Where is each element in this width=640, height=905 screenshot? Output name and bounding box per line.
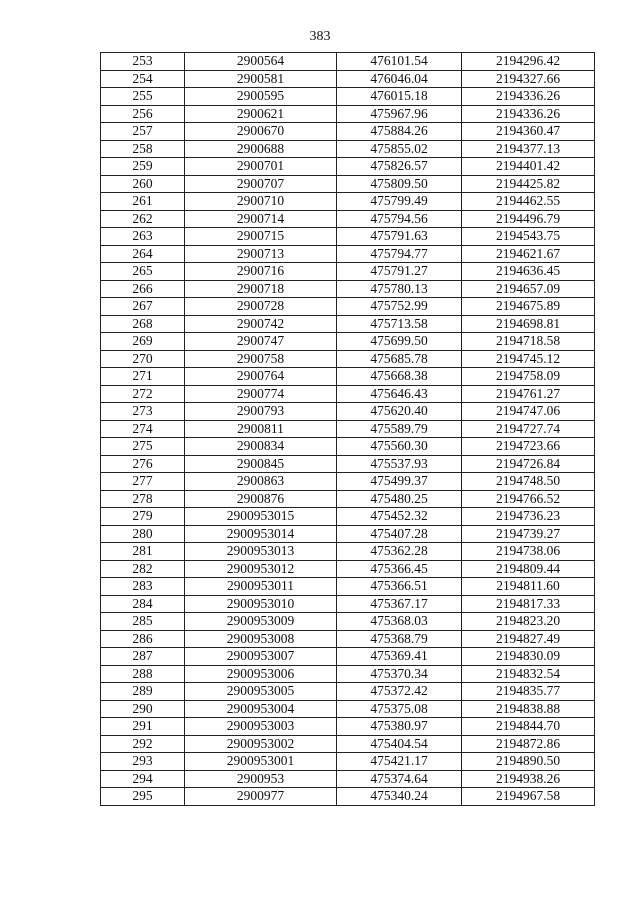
- table-row: [101, 543, 595, 561]
- y-coordinate-cell: 2194835.77: [462, 683, 595, 701]
- point-id-cell: 2900834: [185, 438, 337, 456]
- row-number-cell: 295: [101, 788, 185, 806]
- y-coordinate-cell: 2194830.09: [462, 648, 595, 666]
- point-id-cell: 2900581: [185, 70, 337, 88]
- x-coordinate-cell: 475380.97: [337, 718, 462, 736]
- coordinates-table: [100, 52, 595, 806]
- table-row: [101, 193, 595, 211]
- x-coordinate-cell: 475685.78: [337, 350, 462, 368]
- x-coordinate-cell: 475369.41: [337, 648, 462, 666]
- row-number-cell: 291: [101, 718, 185, 736]
- row-number-cell: 282: [101, 560, 185, 578]
- point-id-cell: 2900688: [185, 140, 337, 158]
- x-coordinate-cell: 475791.27: [337, 263, 462, 281]
- x-coordinate-cell: 475620.40: [337, 403, 462, 421]
- table-row: [101, 560, 595, 578]
- y-coordinate-cell: 2194967.58: [462, 788, 595, 806]
- row-number-cell: 257: [101, 123, 185, 141]
- x-coordinate-cell: 475668.38: [337, 368, 462, 386]
- table-row: [101, 788, 595, 806]
- x-coordinate-cell: 475374.64: [337, 770, 462, 788]
- x-coordinate-cell: 476046.04: [337, 70, 462, 88]
- y-coordinate-cell: 2194747.06: [462, 403, 595, 421]
- row-number-cell: 278: [101, 490, 185, 508]
- table-row: [101, 508, 595, 526]
- point-id-cell: 2900564: [185, 53, 337, 71]
- y-coordinate-cell: 2194739.27: [462, 525, 595, 543]
- table-row: [101, 420, 595, 438]
- y-coordinate-cell: 2194401.42: [462, 158, 595, 176]
- y-coordinate-cell: 2194657.09: [462, 280, 595, 298]
- table-row: [101, 718, 595, 736]
- table-row: [101, 438, 595, 456]
- table-row: [101, 490, 595, 508]
- row-number-cell: 256: [101, 105, 185, 123]
- table-row: [101, 595, 595, 613]
- row-number-cell: 284: [101, 595, 185, 613]
- row-number-cell: 294: [101, 770, 185, 788]
- table-row: [101, 403, 595, 421]
- row-number-cell: 290: [101, 700, 185, 718]
- table-row: [101, 350, 595, 368]
- point-id-cell: 2900953004: [185, 700, 337, 718]
- x-coordinate-cell: 475794.56: [337, 210, 462, 228]
- table-row: [101, 665, 595, 683]
- table-row: [101, 245, 595, 263]
- y-coordinate-cell: 2194872.86: [462, 735, 595, 753]
- point-id-cell: 2900953003: [185, 718, 337, 736]
- table-row: [101, 228, 595, 246]
- table-row: [101, 753, 595, 771]
- x-coordinate-cell: 475407.28: [337, 525, 462, 543]
- y-coordinate-cell: 2194817.33: [462, 595, 595, 613]
- y-coordinate-cell: 2194890.50: [462, 753, 595, 771]
- table-row: [101, 648, 595, 666]
- table-row: [101, 630, 595, 648]
- row-number-cell: 287: [101, 648, 185, 666]
- x-coordinate-cell: 475375.08: [337, 700, 462, 718]
- x-coordinate-cell: 475499.37: [337, 473, 462, 491]
- point-id-cell: 2900953001: [185, 753, 337, 771]
- row-number-cell: 263: [101, 228, 185, 246]
- row-number-cell: 285: [101, 613, 185, 631]
- y-coordinate-cell: 2194675.89: [462, 298, 595, 316]
- table-row: [101, 175, 595, 193]
- table-row: [101, 525, 595, 543]
- y-coordinate-cell: 2194336.26: [462, 105, 595, 123]
- row-number-cell: 275: [101, 438, 185, 456]
- x-coordinate-cell: 475421.17: [337, 753, 462, 771]
- x-coordinate-cell: 475713.58: [337, 315, 462, 333]
- point-id-cell: 2900713: [185, 245, 337, 263]
- y-coordinate-cell: 2194727.74: [462, 420, 595, 438]
- x-coordinate-cell: 475480.25: [337, 490, 462, 508]
- point-id-cell: 2900953: [185, 770, 337, 788]
- point-id-cell: 2900718: [185, 280, 337, 298]
- point-id-cell: 2900953006: [185, 665, 337, 683]
- x-coordinate-cell: 475366.45: [337, 560, 462, 578]
- row-number-cell: 269: [101, 333, 185, 351]
- y-coordinate-cell: 2194827.49: [462, 630, 595, 648]
- table-row: [101, 613, 595, 631]
- point-id-cell: 2900714: [185, 210, 337, 228]
- y-coordinate-cell: 2194462.55: [462, 193, 595, 211]
- y-coordinate-cell: 2194698.81: [462, 315, 595, 333]
- table-row: [101, 123, 595, 141]
- row-number-cell: 266: [101, 280, 185, 298]
- table-row: [101, 158, 595, 176]
- point-id-cell: 2900758: [185, 350, 337, 368]
- page-number: 383: [309, 29, 331, 44]
- point-id-cell: 2900845: [185, 455, 337, 473]
- point-id-cell: 2900742: [185, 315, 337, 333]
- point-id-cell: 2900953013: [185, 543, 337, 561]
- y-coordinate-cell: 2194736.23: [462, 508, 595, 526]
- x-coordinate-cell: 475699.50: [337, 333, 462, 351]
- x-coordinate-cell: 475404.54: [337, 735, 462, 753]
- x-coordinate-cell: 475560.30: [337, 438, 462, 456]
- x-coordinate-cell: 475967.96: [337, 105, 462, 123]
- point-id-cell: 2900953015: [185, 508, 337, 526]
- row-number-cell: 276: [101, 455, 185, 473]
- table-row: [101, 578, 595, 596]
- y-coordinate-cell: 2194377.13: [462, 140, 595, 158]
- x-coordinate-cell: 475826.57: [337, 158, 462, 176]
- point-id-cell: 2900953005: [185, 683, 337, 701]
- y-coordinate-cell: 2194758.09: [462, 368, 595, 386]
- y-coordinate-cell: 2194327.66: [462, 70, 595, 88]
- row-number-cell: 270: [101, 350, 185, 368]
- point-id-cell: 2900953008: [185, 630, 337, 648]
- row-number-cell: 272: [101, 385, 185, 403]
- x-coordinate-cell: 475340.24: [337, 788, 462, 806]
- y-coordinate-cell: 2194809.44: [462, 560, 595, 578]
- point-id-cell: 2900953012: [185, 560, 337, 578]
- y-coordinate-cell: 2194738.06: [462, 543, 595, 561]
- table-row: [101, 770, 595, 788]
- row-number-cell: 288: [101, 665, 185, 683]
- row-number-cell: 262: [101, 210, 185, 228]
- y-coordinate-cell: 2194823.20: [462, 613, 595, 631]
- row-number-cell: 274: [101, 420, 185, 438]
- y-coordinate-cell: 2194838.88: [462, 700, 595, 718]
- y-coordinate-cell: 2194621.67: [462, 245, 595, 263]
- x-coordinate-cell: 475791.63: [337, 228, 462, 246]
- x-coordinate-cell: 475752.99: [337, 298, 462, 316]
- point-id-cell: 2900701: [185, 158, 337, 176]
- x-coordinate-cell: 475368.03: [337, 613, 462, 631]
- point-id-cell: 2900953011: [185, 578, 337, 596]
- point-id-cell: 2900811: [185, 420, 337, 438]
- table-row: [101, 70, 595, 88]
- x-coordinate-cell: 475372.42: [337, 683, 462, 701]
- point-id-cell: 2900953009: [185, 613, 337, 631]
- point-id-cell: 2900715: [185, 228, 337, 246]
- point-id-cell: 2900670: [185, 123, 337, 141]
- x-coordinate-cell: 475589.79: [337, 420, 462, 438]
- y-coordinate-cell: 2194425.82: [462, 175, 595, 193]
- x-coordinate-cell: 475366.51: [337, 578, 462, 596]
- x-coordinate-cell: 475370.34: [337, 665, 462, 683]
- point-id-cell: 2900707: [185, 175, 337, 193]
- table-row: [101, 88, 595, 106]
- x-coordinate-cell: 476101.54: [337, 53, 462, 71]
- table-row: [101, 280, 595, 298]
- x-coordinate-cell: 475646.43: [337, 385, 462, 403]
- point-id-cell: 2900977: [185, 788, 337, 806]
- point-id-cell: 2900953010: [185, 595, 337, 613]
- y-coordinate-cell: 2194336.26: [462, 88, 595, 106]
- table-row: [101, 105, 595, 123]
- point-id-cell: 2900953002: [185, 735, 337, 753]
- y-coordinate-cell: 2194761.27: [462, 385, 595, 403]
- y-coordinate-cell: 2194745.12: [462, 350, 595, 368]
- table-row: [101, 455, 595, 473]
- y-coordinate-cell: 2194718.58: [462, 333, 595, 351]
- table-row: [101, 140, 595, 158]
- x-coordinate-cell: 475780.13: [337, 280, 462, 298]
- x-coordinate-cell: 475799.49: [337, 193, 462, 211]
- x-coordinate-cell: 475537.93: [337, 455, 462, 473]
- row-number-cell: 283: [101, 578, 185, 596]
- x-coordinate-cell: 476015.18: [337, 88, 462, 106]
- point-id-cell: 2900747: [185, 333, 337, 351]
- row-number-cell: 267: [101, 298, 185, 316]
- row-number-cell: 289: [101, 683, 185, 701]
- row-number-cell: 253: [101, 53, 185, 71]
- y-coordinate-cell: 2194766.52: [462, 490, 595, 508]
- row-number-cell: 259: [101, 158, 185, 176]
- table-row: [101, 683, 595, 701]
- row-number-cell: 280: [101, 525, 185, 543]
- y-coordinate-cell: 2194938.26: [462, 770, 595, 788]
- x-coordinate-cell: 475452.32: [337, 508, 462, 526]
- row-number-cell: 261: [101, 193, 185, 211]
- point-id-cell: 2900876: [185, 490, 337, 508]
- point-id-cell: 2900953007: [185, 648, 337, 666]
- row-number-cell: 265: [101, 263, 185, 281]
- table-row: [101, 700, 595, 718]
- row-number-cell: 258: [101, 140, 185, 158]
- point-id-cell: 2900716: [185, 263, 337, 281]
- coordinates-table-body: [101, 53, 595, 806]
- row-number-cell: 279: [101, 508, 185, 526]
- y-coordinate-cell: 2194726.84: [462, 455, 595, 473]
- row-number-cell: 277: [101, 473, 185, 491]
- table-row: [101, 473, 595, 491]
- y-coordinate-cell: 2194723.66: [462, 438, 595, 456]
- point-id-cell: 2900728: [185, 298, 337, 316]
- x-coordinate-cell: 475794.77: [337, 245, 462, 263]
- table-row: [101, 263, 595, 281]
- point-id-cell: 2900793: [185, 403, 337, 421]
- row-number-cell: 254: [101, 70, 185, 88]
- y-coordinate-cell: 2194360.47: [462, 123, 595, 141]
- row-number-cell: 260: [101, 175, 185, 193]
- y-coordinate-cell: 2194496.79: [462, 210, 595, 228]
- row-number-cell: 268: [101, 315, 185, 333]
- y-coordinate-cell: 2194636.45: [462, 263, 595, 281]
- x-coordinate-cell: 475884.26: [337, 123, 462, 141]
- row-number-cell: 264: [101, 245, 185, 263]
- y-coordinate-cell: 2194543.75: [462, 228, 595, 246]
- x-coordinate-cell: 475855.02: [337, 140, 462, 158]
- x-coordinate-cell: 475368.79: [337, 630, 462, 648]
- table-row: [101, 315, 595, 333]
- table-row: [101, 333, 595, 351]
- x-coordinate-cell: 475809.50: [337, 175, 462, 193]
- row-number-cell: 292: [101, 735, 185, 753]
- point-id-cell: 2900764: [185, 368, 337, 386]
- table-row: [101, 735, 595, 753]
- y-coordinate-cell: 2194296.42: [462, 53, 595, 71]
- row-number-cell: 271: [101, 368, 185, 386]
- table-row: [101, 210, 595, 228]
- y-coordinate-cell: 2194832.54: [462, 665, 595, 683]
- table-row: [101, 53, 595, 71]
- point-id-cell: 2900595: [185, 88, 337, 106]
- x-coordinate-cell: 475362.28: [337, 543, 462, 561]
- y-coordinate-cell: 2194811.60: [462, 578, 595, 596]
- point-id-cell: 2900863: [185, 473, 337, 491]
- row-number-cell: 293: [101, 753, 185, 771]
- row-number-cell: 286: [101, 630, 185, 648]
- table-row: [101, 368, 595, 386]
- y-coordinate-cell: 2194844.70: [462, 718, 595, 736]
- point-id-cell: 2900621: [185, 105, 337, 123]
- y-coordinate-cell: 2194748.50: [462, 473, 595, 491]
- row-number-cell: 255: [101, 88, 185, 106]
- point-id-cell: 2900774: [185, 385, 337, 403]
- table-row: [101, 298, 595, 316]
- point-id-cell: 2900953014: [185, 525, 337, 543]
- row-number-cell: 281: [101, 543, 185, 561]
- table-row: [101, 385, 595, 403]
- x-coordinate-cell: 475367.17: [337, 595, 462, 613]
- row-number-cell: 273: [101, 403, 185, 421]
- point-id-cell: 2900710: [185, 193, 337, 211]
